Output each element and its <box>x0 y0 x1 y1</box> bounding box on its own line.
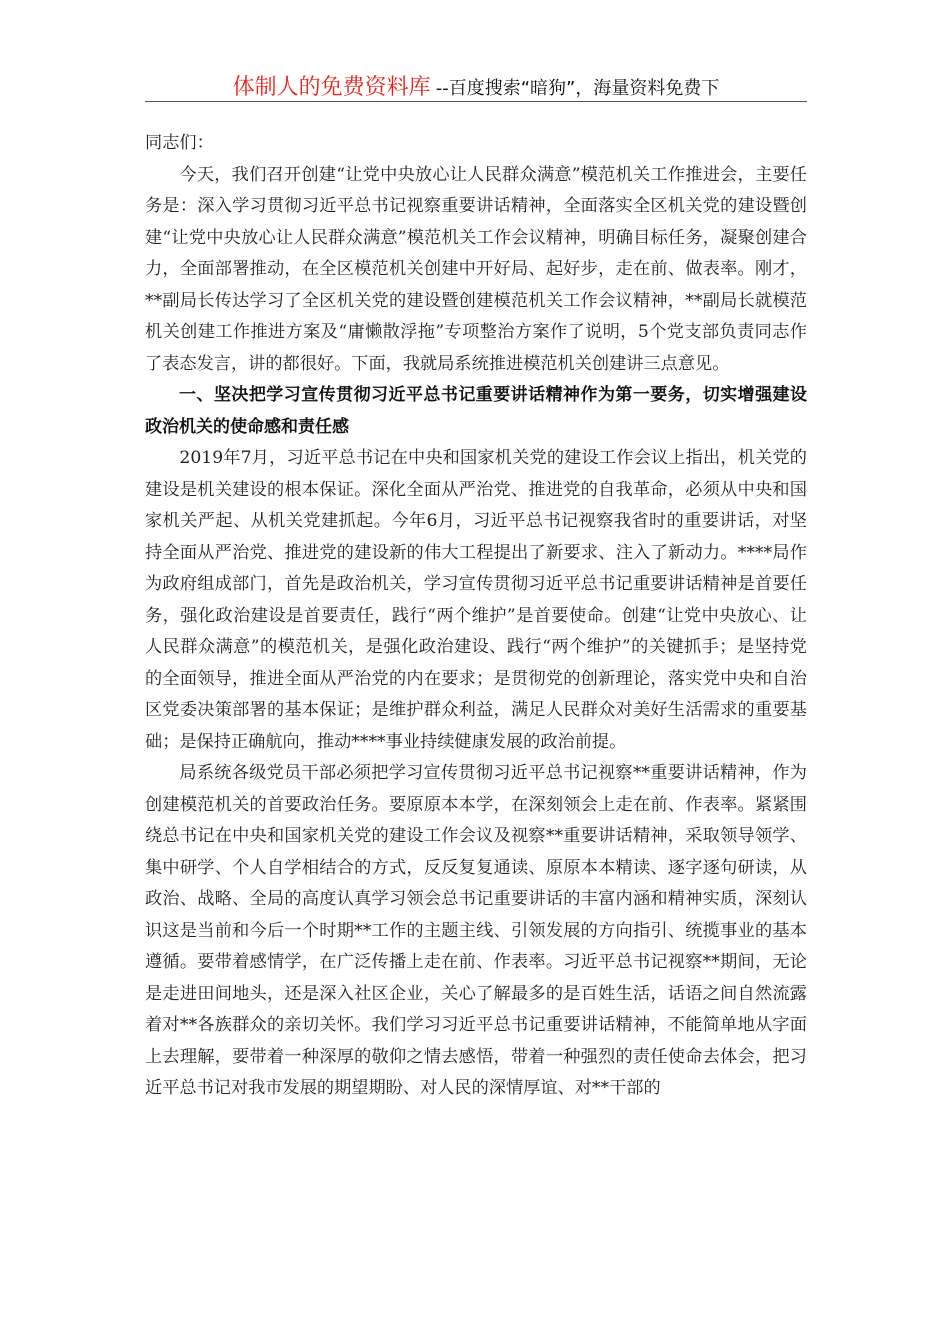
paragraph-intro: 今天，我们召开创建“让党中央放心让人民群众满意”模范机关工作推进会，主要任务是：深入学习贯彻习近平总书记视察重要讲话精神，全面落实全区机关党的建设暨创建“让党中央放心让人民群众满意”模范机关工作会议精神，明确目标任务，凝聚创建合力，全面部署推动，在全区模范机关创建中开好局、起好步，走在前、做表率。刚才，**副局长传达学习了全区机关党的建设暨创建模范机关工作会议精神，**副局长就模范机关创建工作推进方案及“庸懒散浮拖”专项整治方案作了说明，5个党支部负责同志作了表态发言，讲的都很好。下面，我就局系统推进模范机关创建讲三点意见。 <box>145 164 807 374</box>
section-heading-1: 一、坚决把学习宣传贯彻习近平总书记重要讲话精神作为第一要务，切实增强建设政治机关的使命感和责任感 <box>145 385 807 437</box>
page-header <box>145 70 807 102</box>
document-body <box>145 128 807 1105</box>
header-brand: 体制人的免费资料库 <box>232 75 431 100</box>
salutation: 同志们： <box>145 133 214 153</box>
header-tagline: --百度搜索“暗狗”，海量资料免费下 <box>435 78 720 99</box>
header-divider <box>145 101 807 102</box>
paragraph-section1-1: 2019年7月，习近平总书记在中央和国家机关党的建设工作会议上指出，机关党的建设是机关建设的根本保证。深化全面从严治党、推进党的自我革命，必须从中央和国家机关严起、从机关党建抓起。今年6月，习近平总书记视察我省时的重要讲话，对坚持全面从严治党、推进党的建设新的伟大工程提出了新要求、注入了新动力。****局作为政府组成部门，首先是政治机关，学习宣传贯彻习近平总书记重要讲话精神是首要任务，强化政治建设是首要责任，践行“两个维护”是首要使命。创建“让党中央放心、让人民群众满意”的模范机关，是强化政治建设、践行“两个维护”的关键抓手；是坚持党的全面领导，推进全面从严治党的内在要求；是贯彻党的创新理论，落实党中央和自治区党委决策部署的基本保证；是维护群众利益，满足人民群众对美好生活需求的重要基础；是保持正确航向，推动****事业持续健康发展的政治前提。 <box>145 448 807 752</box>
paragraph-section1-2: 局系统各级党员干部必须把学习宣传贯彻习近平总书记视察**重要讲话精神，作为创建模范机关的首要政治任务。要原原本本学，在深刻领会上走在前、作表率。紧紧围绕总书记在中央和国家机关党的建设工作会议及视察**重要讲话精神，采取领导领学、集中研学、个人自学相结合的方式，反反复复通读、原原本本精读、逐字逐句研读，从政治、战略、全局的高度认真学习领会总书记重要讲话的丰富内涵和精神实质，深刻认识这是当前和今后一个时期**工作的主题主线、引领发展的方向指引、统揽事业的基本遵循。要带着感情学，在广泛传播上走在前、作表率。习近平总书记视察**期间，无论是走进田间地头，还是深入社区企业，关心了解最多的是百姓生活，话语之间自然流露着对**各族群众的亲切关怀。我们学习习近平总书记重要讲话精神，不能简单地从字面上去理解，要带着一种深厚的敬仰之情去感悟，带着一种强烈的责任使命去体会，把习近平总书记对我市发展的期望期盼、对人民的深情厚谊、对**干部的 <box>145 763 807 1098</box>
